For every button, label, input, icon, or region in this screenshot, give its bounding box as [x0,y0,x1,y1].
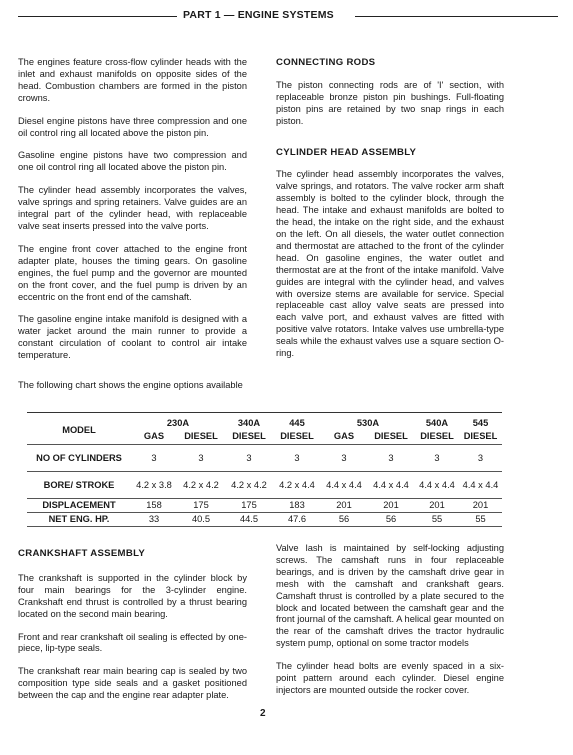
model-group: 340A [237,417,261,428]
table-cell: 3 [273,444,321,471]
right-column-top [276,57,504,371]
table-cell: 3 [367,444,415,471]
model-group: 445 [289,417,305,428]
displacement-label: DISPLACEMENT [27,498,131,512]
table-cell: 3 [225,444,273,471]
section-heading-connecting-rods: CONNECTING RODS [276,57,376,68]
table-cell: 183 [273,498,321,512]
paragraph: The engine front cover attached to the engine front adapter plate, houses the timing gears. On gasoline engines, the fuel pump and the governor are mounted on the front cover, and the fuel pump is driven by an eccentric on the front end of the camshaft. [18,243,247,302]
table-cell: 3 [131,444,177,471]
fuel-type: DIESEL [415,429,459,444]
fuel-type: DIESEL [273,429,321,444]
table-cell: 44.5 [225,512,273,526]
page-header-title: PART 1 — ENGINE SYSTEMS [183,9,334,21]
table-cell: 4.2 x 4.2 [177,471,225,498]
fuel-type: DIESEL [459,429,502,444]
left-column-bottom [18,548,247,713]
section-heading-cylinder-head: CYLINDER HEAD ASSEMBLY [276,146,417,158]
paragraph: The cylinder head bolts are evenly spaced in a six-point pattern around each cylinder. Diesel engine injectors are mounted outside the rocker cover. [276,661,504,695]
table-cell: 33 [131,512,177,526]
net-hp-label: NET ENG. HP. [27,512,131,526]
header-rule-left [18,16,177,17]
fuel-type: GAS [131,429,177,444]
table-cell: 47.6 [273,512,321,526]
left-column-top [18,57,247,373]
table-cell: 55 [459,512,502,526]
table-cell: 201 [321,498,367,512]
fuel-type: DIESEL [225,429,273,444]
paragraph: Gasoline engine pistons have two compression and one oil control ring all located above the piston pin. [18,150,247,173]
paragraph: Valve lash is maintained by self-locking adjusting screws. The camshaft runs in four replaceable bearings, and is driven by the camshaft drive gear in mesh with the camshaft and crankshaft gears. Camshaft thrust is controlled by a plate secured to the block and located between the camshaft gear and the front journal of the camshaft. A helical gear mounted on the rear of the camshaft drives the tractor hydraulic system pump, optional on some tractor models [276,543,504,649]
table-cell: 175 [225,498,273,512]
table-cell: 4.2 x 3.8 [131,471,177,498]
table-cell: 4.2 x 4.2 [225,471,273,498]
paragraph: The cylinder head assembly incorporates the valves, valve springs, and rotators. The valve rocker arm shaft assembly is bolted to the cylinder block, through the head. The intake and exhaust manifolds are bolted to the head, the intake on the right side, and the exhaust on the left. On all diesels, the water outlet connection and thermostat are attached to the front of the cylinder head. On gasoline engines, the water outlet and thermostat are at the front of the intake manifold. Valve guides are integral with the cylinder head, and valves with oversize stems are available for service. Special replaceable cast alloy valve seats are pressed into each valve port, and exhaust valves are fitted with positive valve rotators. Intake valves use umbrella-type seals while the exhaust valves use a square section O-ring. [276,169,504,359]
page-number: 2 [260,708,266,719]
fuel-type: DIESEL [367,429,415,444]
table-cell: 4.4 x 4.4 [367,471,415,498]
table-cell: 4.4 x 4.4 [321,471,367,498]
table-cell: 3 [415,444,459,471]
right-column-bottom [276,543,504,708]
table-cell: 158 [131,498,177,512]
table-cell: 3 [177,444,225,471]
paragraph: Front and rear crankshaft oil sealing is effected by one-piece, lip-type seals. [18,631,247,654]
table-cell: 3 [459,444,502,471]
paragraph: Diesel engine pistons have three compression and one oil control ring all located above the piston pin. [18,115,247,138]
cylinders-label: NO OF CYLINDERS [27,444,131,471]
fuel-type: GAS [321,429,367,444]
section-heading-crankshaft: CRANKSHAFT ASSEMBLY [18,548,146,559]
model-group: 540A [425,417,449,428]
table-cell: 3 [321,444,367,471]
model-label: MODEL [27,416,131,444]
table-cell: 4.2 x 4.4 [273,471,321,498]
paragraph: The gasoline engine intake manifold is designed with a water jacket around the main runner to provide a constant circulation of coolant to control air intake temperature. [18,314,247,361]
table-cell: 4.4 x 4.4 [415,471,459,498]
bore-stroke-label: BORE/ STROKE [27,471,131,498]
fuel-type: DIESEL [177,429,225,444]
table-top-rule [27,412,502,413]
table-cell: 201 [459,498,502,512]
header-rule-right [355,16,558,17]
model-group: 545 [472,417,489,428]
page-header [18,9,558,23]
model-group: 530A [356,417,380,428]
table-cell: 56 [367,512,415,526]
paragraph: The engines feature cross-flow cylinder heads with the inlet and exhaust manifolds on opposite sides of the head. Combustion chambers are formed in the piston crowns. [18,57,247,103]
paragraph: The cylinder head assembly incorporates the valves, valve springs and spring retainers. Valve guides are an integral part of the cylinder head, with replaceable valve seat inserts pressed into the valve ports. [18,185,247,231]
chart-intro: The following chart shows the engine options available [18,380,243,390]
paragraph: The crankshaft is supported in the cylinder block by four main bearings for the 3-cylinder engine. Crankshaft end thrust is controlled by a thrust bearing located on the second main bearing. [18,572,247,619]
paragraph: The crankshaft rear main bearing cap is sealed by two composition type side seals and a gasket positioned between the cap and the engine rear adapter plate. [18,666,247,701]
table-cell: 56 [321,512,367,526]
table-cell: 201 [367,498,415,512]
paragraph: The piston connecting rods are of 'I' section, with replaceable bronze piston pin bushings. Full-floating piston pins are retained by two snap rings in each piston. [276,79,504,126]
table-cell: 175 [177,498,225,512]
table-cell: 55 [415,512,459,526]
table-cell: 40.5 [177,512,225,526]
table-cell: 4.4 x 4.4 [459,471,502,498]
table-cell: 201 [415,498,459,512]
model-group: 230A [166,417,190,428]
